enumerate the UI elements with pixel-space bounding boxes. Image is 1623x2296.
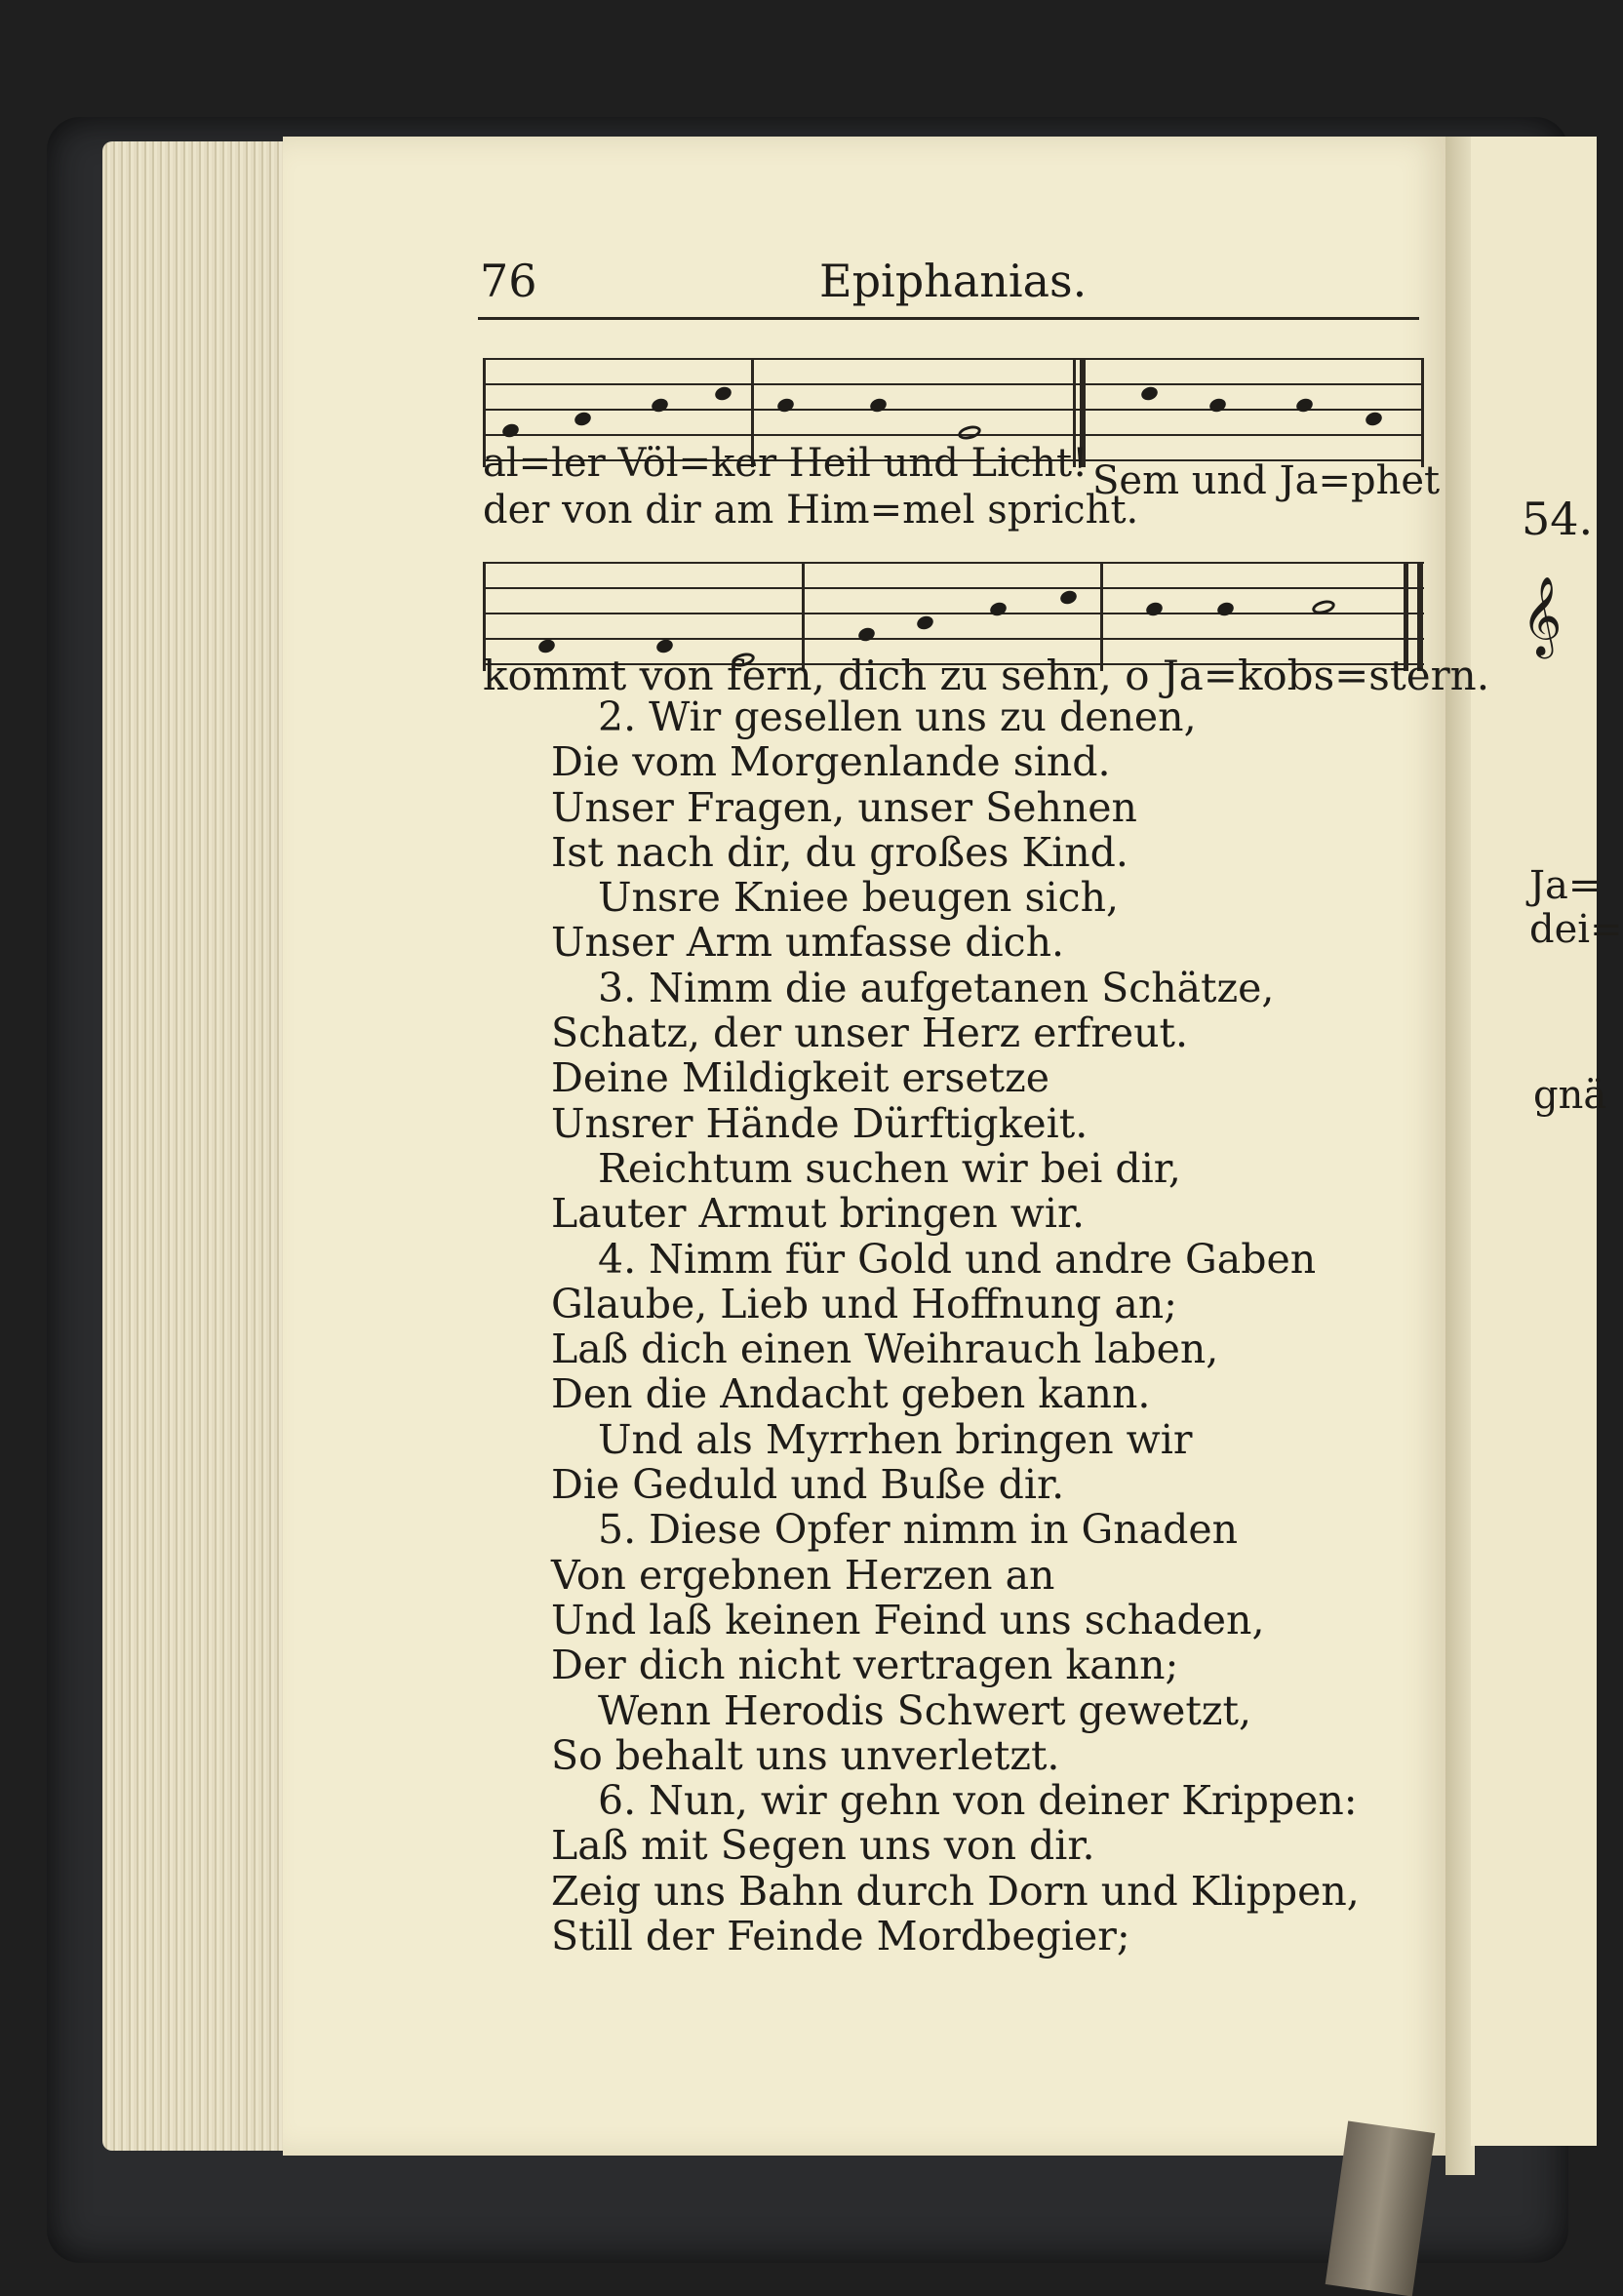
verse-line: Unsrer Hände Dürftigkeit.: [551, 1099, 1089, 1147]
verse-line: Ist nach dir, du großes Kind.: [551, 828, 1128, 876]
note: [1139, 384, 1159, 402]
verse-line: Unser Arm umfasse dich.: [551, 919, 1065, 967]
lyric-line-1c: Sem und Ja=phet: [1092, 458, 1441, 503]
note: [650, 396, 669, 414]
verse-line: Unser Fragen, unser Sehnen: [551, 783, 1137, 831]
note: [988, 600, 1008, 617]
hymn-verses: [551, 694, 1429, 1959]
verse-line: Den die Andacht geben kann.: [551, 1370, 1151, 1418]
page-number: 76: [480, 255, 537, 307]
verse-line: Die Geduld und Buße dir.: [551, 1461, 1065, 1509]
note: [1207, 396, 1227, 414]
verse-line: Lauter Armut bringen wir.: [551, 1190, 1086, 1238]
note: [1058, 588, 1078, 606]
facing-fragment-3: gnä: [1533, 1073, 1607, 1118]
note: [915, 614, 934, 631]
note: [1215, 600, 1235, 617]
right-page: [1471, 137, 1597, 2146]
verse-line: So behalt uns unverletzt.: [551, 1731, 1060, 1779]
page-edges: [102, 141, 297, 2151]
note: [856, 625, 876, 643]
lyric-line-2: kommt von fern, dich zu sehn, o Ja=kobs=stern.: [483, 652, 1490, 699]
verse-line: Wenn Herodis Schwert gewetzt,: [598, 1686, 1252, 1734]
verse-line: Unsre Kniee beugen sich,: [598, 874, 1120, 922]
verse-line: 2. Wir gesellen uns zu denen,: [598, 693, 1197, 740]
verse-line: Schatz, der unser Herz erfreut.: [551, 1009, 1188, 1057]
verse-line: Von ergebnen Herzen an: [551, 1551, 1055, 1599]
treble-clef-icon: 𝄞: [1522, 575, 1563, 655]
facing-fragment-2: dei=: [1529, 907, 1623, 952]
note: [775, 396, 795, 414]
verse-line: Laß dich einen Weihrauch laben,: [551, 1326, 1219, 1373]
note: [573, 410, 592, 427]
note: [1364, 410, 1383, 427]
verse-line: Und laß keinen Feind uns schaden,: [551, 1596, 1265, 1643]
verse-line: Und als Myrrhen bringen wir: [598, 1415, 1193, 1463]
lyric-line-1a: al=ler Völ=ker Heil und Licht!: [483, 441, 1089, 486]
lyric-line-1b: der von dir am Him=mel spricht.: [483, 488, 1139, 533]
note: [713, 384, 732, 402]
verse-line: Zeig uns Bahn durch Dorn und Klippen,: [551, 1867, 1360, 1915]
verse-line: Der dich nicht vertragen kann;: [551, 1642, 1179, 1689]
verse-line: 4. Nimm für Gold und andre Gaben: [598, 1235, 1317, 1283]
verse-line: Die vom Morgenlande sind.: [551, 738, 1111, 786]
note: [1294, 396, 1314, 414]
facing-fragment-1: Ja=: [1529, 863, 1602, 908]
verse-line: Deine Mildigkeit ersetze: [551, 1054, 1049, 1102]
verse-line: Glaube, Lieb und Hoffnung an;: [551, 1280, 1177, 1327]
page-header: [478, 249, 1419, 320]
verse-line: Reichtum suchen wir bei dir,: [598, 1144, 1181, 1192]
facing-hymn-number: 54.: [1522, 493, 1594, 545]
note: [868, 396, 888, 414]
half-note: [957, 423, 983, 442]
note: [500, 421, 520, 439]
verse-line: Still der Feinde Mordbegier;: [551, 1913, 1130, 1960]
verse-line: 5. Diese Opfer nimm in Gnaden: [598, 1506, 1239, 1554]
verse-line: 3. Nimm die aufgetanen Schätze,: [598, 964, 1275, 1011]
note: [1144, 600, 1164, 617]
running-head: Epiphanias.: [819, 255, 1088, 307]
verse-line: 6. Nun, wir gehn von deiner Krippen:: [598, 1777, 1358, 1825]
verse-line: Laß mit Segen uns von dir.: [551, 1822, 1095, 1870]
